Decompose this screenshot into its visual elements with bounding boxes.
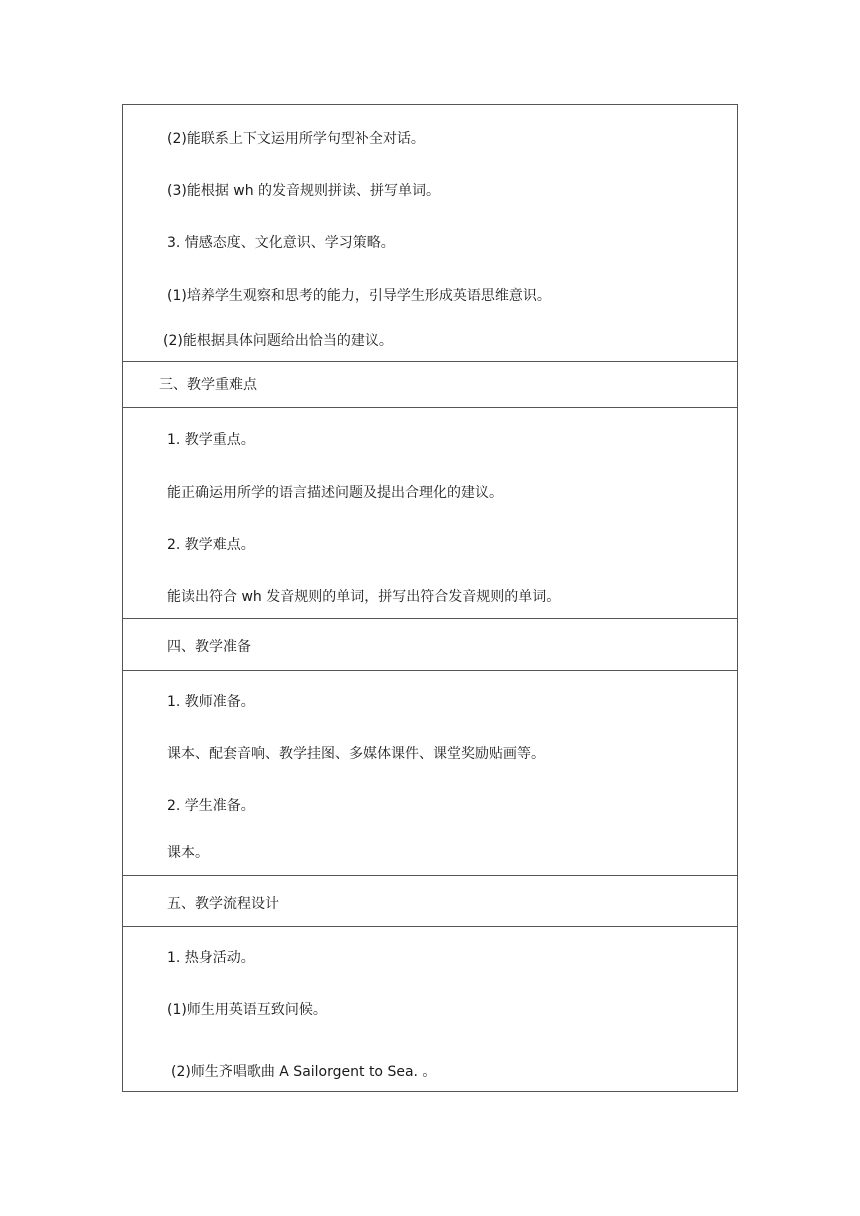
objective-line: 3. 情感态度、文化意识、学习策略。 (167, 235, 395, 251)
preparation-header-cell (123, 618, 737, 670)
lesson-plan-table (122, 104, 738, 1092)
objectives-continued-cell (123, 105, 737, 361)
content-line: 能正确运用所学的语言描述问题及提出合理化的建议。 (167, 485, 503, 501)
key-difficulty-header-cell (123, 361, 737, 407)
content-line: 课本、配套音响、教学挂图、多媒体课件、课堂奖励贴画等。 (167, 746, 545, 762)
objective-line: (3)能根据 wh 的发音规则拼读、拼写单词。 (167, 183, 441, 199)
section-heading: 三、教学重难点 (159, 377, 257, 393)
section-heading: 五、教学流程设计 (167, 896, 279, 912)
key-difficulty-content-cell (123, 407, 737, 618)
content-line: (1)师生用英语互致问候。 (167, 1002, 327, 1018)
content-line: 2. 学生准备。 (167, 798, 255, 814)
content-line: 课本。 (167, 845, 209, 861)
objective-line: (2)能根据具体问题给出恰当的建议。 (163, 333, 393, 349)
process-header-cell (123, 875, 737, 926)
objective-line: (1)培养学生观察和思考的能力，引导学生形成英语思维意识。 (167, 288, 551, 304)
process-content-cell (123, 926, 737, 1091)
objective-line: (2)能联系上下文运用所学句型补全对话。 (167, 131, 425, 147)
content-line: 1. 热身活动。 (167, 950, 255, 966)
content-line: 2. 教学难点。 (167, 537, 255, 553)
content-line: 1. 教学重点。 (167, 432, 255, 448)
content-line: (2)师生齐唱歌曲 A Sailorgent to Sea. 。 (171, 1064, 437, 1080)
content-line: 1. 教师准备。 (167, 694, 255, 710)
preparation-content-cell (123, 670, 737, 875)
content-line: 能读出符合 wh 发音规则的单词，拼写出符合发音规则的单词。 (167, 589, 561, 605)
section-heading: 四、教学准备 (167, 639, 251, 655)
